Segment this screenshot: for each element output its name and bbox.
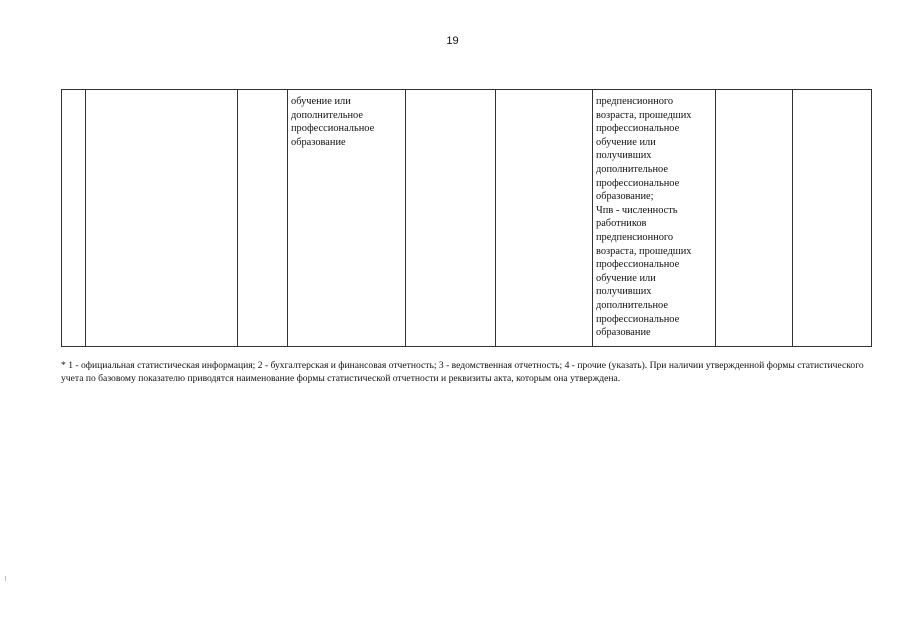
table-cell: [62, 90, 86, 347]
table-cell: предпенсионного возраста, прошедших профессиональное обучение или получивших дополнительное профессиональное образование; Чпв - численность работников предпенсионного возраста, прошедших профессиональное обучение или получивших дополнительное профессиональное образование: [593, 90, 716, 347]
table-cell: [406, 90, 496, 347]
table-row: [62, 90, 872, 347]
table-cell: [496, 90, 593, 347]
table-cell: обучение или дополнительное профессиональное образование: [288, 90, 406, 347]
table-cell: [86, 90, 238, 347]
page-number: 19: [446, 35, 459, 47]
footnote: * 1 - официальная статистическая информация; 2 - бухгалтерская и финансовая отчетность; 3 - ведомственная отчетность; 4 - прочие (указать). При наличии утвержденной формы статистического учета по базовому показателю приводятся наименование формы статистической отчетности и реквизиты акта, которым она утверждена.: [61, 360, 864, 384]
table-cell: [716, 90, 793, 347]
table-cell: [793, 90, 872, 347]
scan-mark: [5, 576, 6, 581]
indicator-table: [61, 89, 872, 347]
table-cell: [238, 90, 288, 347]
